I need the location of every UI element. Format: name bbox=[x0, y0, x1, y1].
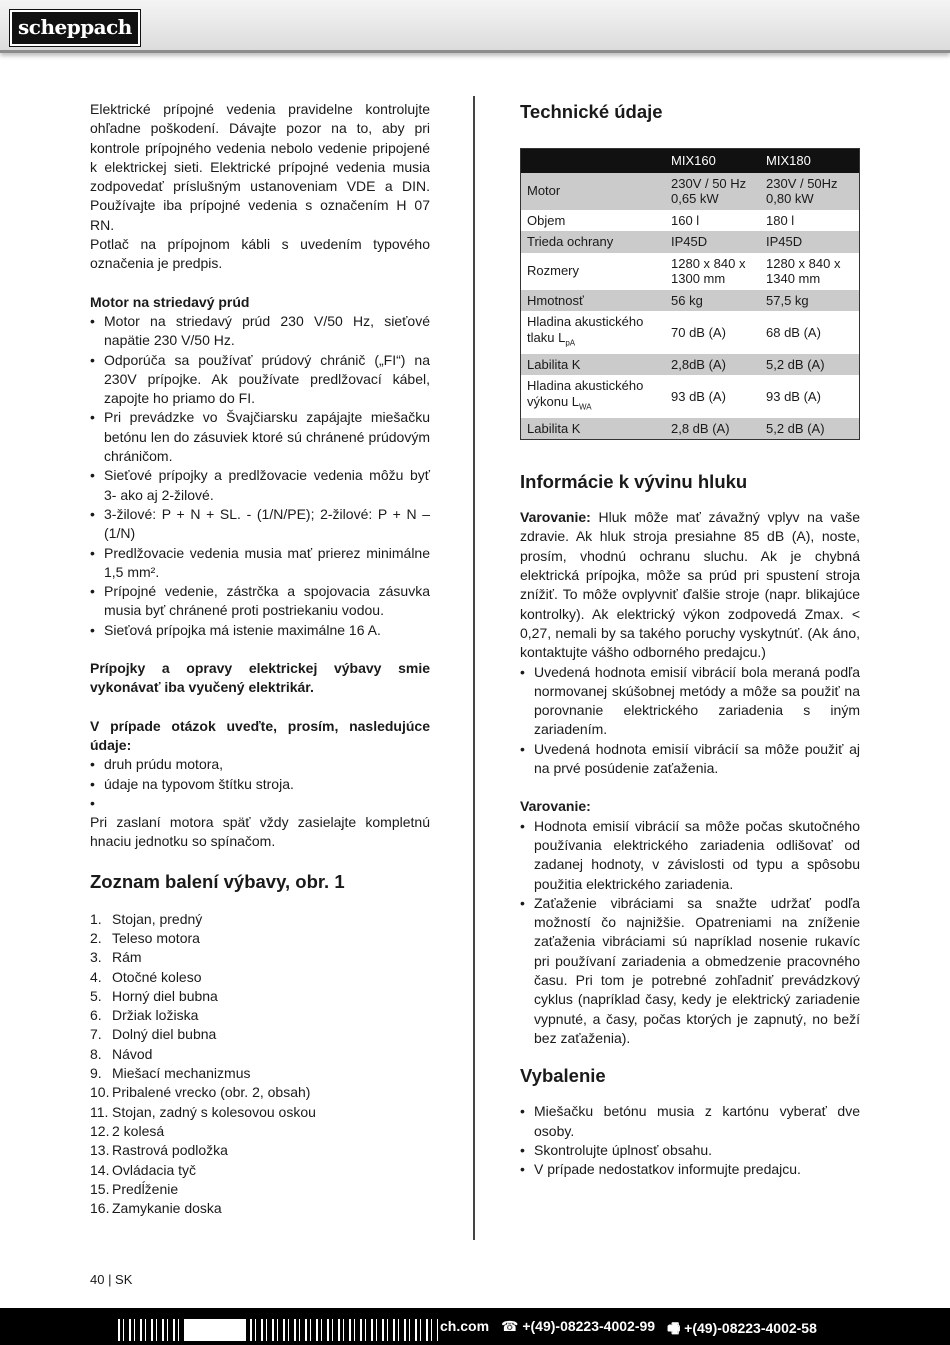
list-item: • druh prúdu motora, bbox=[90, 755, 430, 774]
left-column bbox=[90, 100, 430, 1218]
list-item: • Hodnota emisií vibrácií sa môže počas skutočného používania elektrického zariadenia odlišovať od zadanej hodnoty, v závislosti od typu a spôsobu použitia elektrického zariadenia. bbox=[520, 817, 860, 894]
table-header-row bbox=[521, 149, 860, 173]
packing-heading: Zoznam balení výbavy, obr. 1 bbox=[90, 870, 345, 892]
list-item: • Sieťové prípojky a predlžovacie vedenia môžu byť 3- ako aj 2-žilové. bbox=[90, 466, 430, 505]
noise-list bbox=[520, 663, 860, 779]
list-item-number: 4. bbox=[90, 968, 102, 985]
intro-paragraph: Potlač na prípojnom kábli s uvedením typového označenia je predpis. bbox=[90, 236, 430, 272]
list-item-text: Pribalené vrecko (obr. 2, obsah) bbox=[112, 1084, 311, 1101]
page-header bbox=[0, 0, 950, 53]
table-label: Labilita K bbox=[527, 420, 581, 436]
unpack-list bbox=[520, 1102, 860, 1179]
list-item bbox=[90, 1103, 430, 1122]
page-footer bbox=[0, 1308, 950, 1345]
list-item-number: 1. bbox=[90, 910, 102, 927]
table-label: Rozmery bbox=[527, 263, 580, 279]
table-label-cell bbox=[521, 210, 666, 232]
table-row bbox=[521, 290, 860, 312]
table-label: Labilita K bbox=[527, 356, 581, 372]
column-divider bbox=[473, 96, 475, 1240]
noise-heading: Informácie k vývinu hluku bbox=[520, 471, 748, 493]
table-label: Hladina akustického výkonu L bbox=[527, 378, 644, 409]
list-item-number: 13. bbox=[90, 1142, 110, 1159]
list-item bbox=[90, 1064, 430, 1083]
list-item bbox=[90, 968, 430, 987]
brand-logo: scheppach bbox=[10, 10, 140, 46]
unpack-heading: Vybalenie bbox=[520, 1065, 606, 1087]
warning-label: Varovanie: bbox=[520, 509, 591, 526]
list-item-text: Stojan, predný bbox=[112, 910, 203, 927]
packing-list bbox=[90, 910, 430, 1219]
table-cell-mix160: 1280 x 840 x 1300 mm bbox=[665, 253, 760, 290]
table-cell-mix180: 230V / 50Hz 0,80 kW bbox=[760, 173, 860, 210]
list-item bbox=[90, 1180, 430, 1199]
list-item-text: 2 kolesá bbox=[112, 1122, 165, 1139]
right-column bbox=[520, 100, 860, 1179]
list-item-number: 12. bbox=[90, 1122, 110, 1139]
table-label-cell bbox=[521, 290, 666, 312]
list-item-text: Predĺženie bbox=[112, 1180, 179, 1197]
list-item-number: 9. bbox=[90, 1065, 102, 1082]
list-item bbox=[90, 794, 430, 813]
motor-heading: Motor na striedavý prúd bbox=[90, 293, 250, 310]
table-cell-mix160: 2,8dB (A) bbox=[665, 354, 760, 376]
list-item-text: Horný diel bubna bbox=[112, 987, 218, 1004]
table-cell-mix160: 56 kg bbox=[665, 290, 760, 312]
list-item-number: 11. bbox=[90, 1103, 109, 1120]
footer-fax: 🖷 +(49)-08223-4002-58 bbox=[667, 1320, 817, 1336]
table-cell-mix180: IP45D bbox=[760, 231, 860, 253]
list-item-text: Dolný diel bubna bbox=[112, 1026, 217, 1043]
table-cell-mix180: 1280 x 840 x 1340 mm bbox=[760, 253, 860, 290]
table-cell-mix180: 180 l bbox=[760, 210, 860, 232]
list-item-number: 6. bbox=[90, 1007, 102, 1024]
intro-paragraph: Elektrické prípojné vedenia pravidelne kontrolujte ohľadne poškodení. Dávajte pozor na to, aby pri kontrole prípojného vedenia nebolo vedenie pripojené k elektrickej sieti. Elektrické prípojné vedenia musia zodpovedať príslušným ustanoveniam VDE a DIN. Používajte iba prípojné vedenia s označením H 07 RN. bbox=[90, 101, 430, 233]
footer-contact bbox=[440, 1318, 817, 1342]
table-cell-mix180: 5,2 dB (A) bbox=[760, 354, 860, 376]
list-item bbox=[90, 1025, 430, 1044]
table-cell-mix160: IP45D bbox=[665, 231, 760, 253]
questions-heading: V prípade otázok uveďte, prosím, nasledujúce údaje: bbox=[90, 717, 430, 753]
list-item: • Prípojné vedenie, zástrčka a spojovacia zásuvka musia byť chránené proti postriekaniu vodou. bbox=[90, 582, 430, 621]
list-item-text: Návod bbox=[112, 1045, 153, 1062]
list-item-text: Zamykanie doska bbox=[112, 1200, 222, 1217]
list-item-number: 16. bbox=[90, 1200, 110, 1217]
table-label-cell bbox=[521, 311, 666, 354]
footer-barcode-graphic bbox=[118, 1319, 438, 1341]
table-label-cell bbox=[521, 418, 666, 440]
table-row bbox=[521, 173, 860, 210]
list-item: • Zaťaženie vibráciami sa snažte udržať podľa možností čo najnižšie. Opatreniami na zníženie zaťaženia vibráciami sú napríklad nosenie rukavíc pri používaní zariadenia a obmedzenie pracovného času. Pri tom je potrebné zohľadniť prevádzkový cyklus (napríklad časy, kedy je elektrický zariadenie vypnuté, a časy, počas ktorých je zapnutý, no beží bez zaťaženia). bbox=[520, 894, 860, 1048]
table-label-cell bbox=[521, 354, 666, 376]
list-item bbox=[90, 1045, 430, 1064]
table-label-cell bbox=[521, 253, 666, 290]
table-header-cell: MIX180 bbox=[760, 149, 860, 173]
list-item bbox=[90, 948, 430, 967]
list-item: • Odporúča sa používať prúdový chránič („FI“) na 230V prípojke. Ak používate predlžovací kábel, zapojte ho priamo do FI. bbox=[90, 351, 430, 409]
table-header-cell bbox=[521, 149, 666, 173]
table-cell-mix180: 57,5 kg bbox=[760, 290, 860, 312]
list-item: • Motor na striedavý prúd 230 V/50 Hz, sieťové napätie 230 V/50 Hz. bbox=[90, 312, 430, 351]
table-row bbox=[521, 354, 860, 376]
list-item: • Sieťová prípojka má istenie maximálne 16 A. bbox=[90, 621, 430, 640]
list-item-text: Stojan, zadný s kolesovou oskou bbox=[112, 1103, 316, 1120]
table-label-cell bbox=[521, 173, 666, 210]
list-item bbox=[90, 1122, 430, 1141]
list-item-text: Rám bbox=[112, 949, 142, 966]
list-item-text: Držiak ložiska bbox=[112, 1007, 199, 1024]
tech-heading: Technické údaje bbox=[520, 101, 663, 122]
list-item: • Uvedená hodnota emisií vibrácií sa môže použiť aj na prvé posúdenie zaťaženia. bbox=[520, 740, 860, 779]
list-item: • Skontrolujte úplnosť obsahu. bbox=[520, 1141, 860, 1160]
table-label-cell bbox=[521, 375, 666, 418]
list-item-text: Miešací mechanizmus bbox=[112, 1065, 251, 1082]
list-item: • 3-žilové: P + N + SL. - (1/N/PE); 2-žilové: P + N – (1/N) bbox=[90, 505, 430, 544]
list-item-number: 10. bbox=[90, 1084, 110, 1101]
table-cell-mix160: 160 l bbox=[665, 210, 760, 232]
list-item-text: Rastrová podložka bbox=[112, 1142, 228, 1159]
list-item bbox=[90, 929, 430, 948]
list-item-text: Teleso motora bbox=[112, 929, 200, 946]
list-item bbox=[90, 987, 430, 1006]
list-item: • Predlžovacie vedenia musia mať prierez minimálne 1,5 mm². bbox=[90, 544, 430, 583]
list-item bbox=[90, 910, 430, 929]
table-cell-mix160: 230V / 50 Hz 0,65 kW bbox=[665, 173, 760, 210]
table-label: Hladina akustického tlaku L bbox=[527, 314, 644, 345]
list-item bbox=[90, 1006, 430, 1025]
warning2-list bbox=[520, 817, 860, 1049]
list-item-text: Otočné koleso bbox=[112, 968, 202, 985]
table-row bbox=[521, 418, 860, 440]
repair-note: Prípojky a opravy elektrickej výbavy smie vykonávať iba vyučený elektrikár. bbox=[90, 660, 430, 696]
table-cell-mix160: 70 dB (A) bbox=[665, 311, 760, 354]
table-label: Objem bbox=[527, 212, 566, 228]
table-cell-mix180: 93 dB (A) bbox=[760, 375, 860, 418]
list-item: • Miešačku betónu musia z kartónu vyberať dve osoby. bbox=[520, 1102, 860, 1141]
list-item: • V prípade nedostatkov informujte predajcu. bbox=[520, 1160, 860, 1179]
table-row bbox=[521, 311, 860, 354]
table-header-cell: MIX160 bbox=[665, 149, 760, 173]
list-item-number: 5. bbox=[90, 987, 102, 1004]
list-item bbox=[90, 1141, 430, 1160]
page-number: 40 | SK bbox=[90, 1272, 133, 1287]
footer-phone: ☎ +(49)-08223-4002-99 bbox=[501, 1318, 656, 1334]
footer-website[interactable]: ch.com bbox=[440, 1318, 490, 1334]
list-item: • údaje na typovom štítku stroja. bbox=[90, 775, 430, 794]
table-row bbox=[521, 375, 860, 418]
table-label-subscript: pA bbox=[565, 338, 576, 348]
list-item-number: 7. bbox=[90, 1026, 102, 1043]
list-item: • Pri prevádzke vo Švajčiarsku zapájajte miešačku betónu len do zásuviek ktoré sú chránené prúdovým chráničom. bbox=[90, 408, 430, 466]
table-label: Trieda ochrany bbox=[527, 234, 614, 249]
table-label-cell bbox=[521, 231, 666, 253]
list-item bbox=[90, 1199, 430, 1218]
table-cell-mix180: 5,2 dB (A) bbox=[760, 418, 860, 440]
list-item-number: 15. bbox=[90, 1180, 110, 1197]
list-item: • Uvedená hodnota emisií vibrácií bola meraná podľa normovanej skúšobnej metódy a môže sa použiť na porovnanie elektrického zariadenia s iným zariadením. bbox=[520, 663, 860, 740]
list-item bbox=[90, 1083, 430, 1102]
list-item-number: 14. bbox=[90, 1161, 110, 1178]
tech-table bbox=[520, 148, 860, 440]
warning-text: Hluk môže mať závažný vplyv na vaše zdravie. Ak hluk stroja presiahne 85 dB (A), noste, prosím, vhodnú ochranu sluchu. Ak je chybná elektrická prípojka, môže sa prúd pri spustení stroja znížiť. To môže ovplyvniť ďalšie stroje (napr. blikajúce kontrolky). Ak elektrický výkon zodpovedá Zmax. < 0,27, nemali by sa takého poruchy vyskytnúť. (Ak áno, kontaktujte vášho odborného predajcu.) bbox=[520, 509, 860, 661]
motor-list bbox=[90, 312, 430, 640]
warning2-label: Varovanie: bbox=[520, 798, 591, 815]
list-item-number: 2. bbox=[90, 929, 102, 946]
send-note: Pri zaslaní motora späť vždy zasielajte kompletnú hnaciu jednotku so spínačom. bbox=[90, 814, 430, 850]
list-item-text: Ovládacia tyč bbox=[112, 1161, 197, 1178]
table-cell-mix180: 68 dB (A) bbox=[760, 311, 860, 354]
list-item bbox=[90, 1161, 430, 1180]
list-item-number: 3. bbox=[90, 949, 102, 966]
table-row bbox=[521, 231, 860, 253]
list-item-number: 8. bbox=[90, 1045, 102, 1062]
table-row bbox=[521, 210, 860, 232]
questions-list bbox=[90, 755, 430, 813]
table-label-subscript: WA bbox=[579, 402, 592, 412]
table-cell-mix160: 2,8 dB (A) bbox=[665, 418, 760, 440]
table-cell-mix160: 93 dB (A) bbox=[665, 375, 760, 418]
table-label: Hmotnosť bbox=[527, 292, 584, 308]
noise-warning bbox=[520, 508, 860, 662]
table-label: Motor bbox=[527, 183, 561, 199]
table-row bbox=[521, 253, 860, 290]
